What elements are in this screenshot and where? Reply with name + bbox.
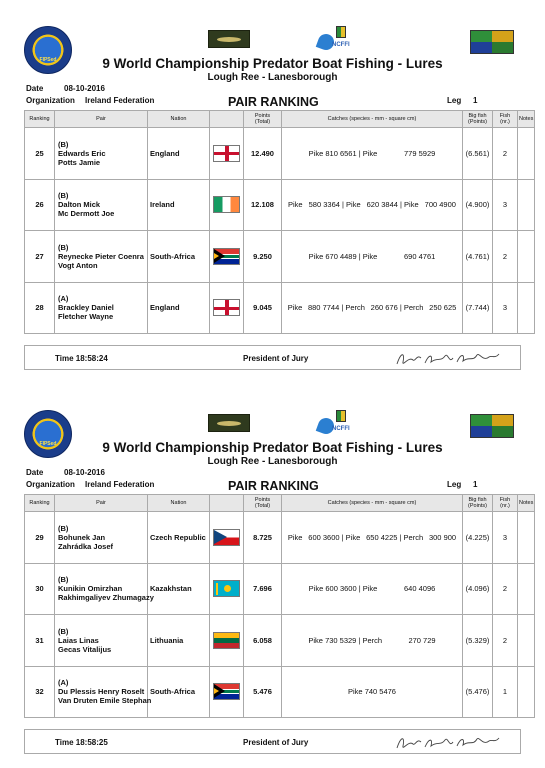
notes-cell bbox=[518, 512, 535, 564]
catches-cell bbox=[282, 231, 463, 283]
col-header-notes: Notes bbox=[518, 495, 535, 512]
fish-count-cell: 2 bbox=[493, 231, 518, 283]
angler-name-2: Mc Dermott Joe bbox=[58, 209, 115, 219]
angler-name-2: Gecas Vitalijus bbox=[58, 644, 112, 654]
table-row bbox=[25, 512, 535, 564]
big-fish-cell: (4.225) bbox=[463, 512, 493, 564]
col-header-points: Points (Total) bbox=[244, 495, 282, 512]
date-label: Date bbox=[26, 84, 44, 93]
rank-cell: 26 bbox=[25, 179, 55, 231]
nation-cell: Kazakhstan bbox=[148, 563, 210, 615]
angler-name-2: Zahrádka Josef bbox=[58, 541, 114, 551]
table-row bbox=[25, 282, 535, 334]
angler-name-1: Bohunek Jan bbox=[58, 532, 106, 542]
ncffi-logo-text: NCFFI bbox=[332, 426, 350, 432]
col-header-fish: Fish (nr.) bbox=[493, 111, 518, 128]
catch-entry: 779 5929 bbox=[404, 148, 436, 158]
nation-flag-icon bbox=[213, 632, 240, 649]
angler-name-2: Rakhimgaliyev Zhumagazy bbox=[58, 593, 154, 603]
col-header-notes: Notes bbox=[518, 111, 535, 128]
pair-cell bbox=[55, 231, 148, 283]
fish-count-cell: 3 bbox=[493, 179, 518, 231]
pair-ranking-table bbox=[24, 494, 535, 718]
nation-flag-icon bbox=[213, 145, 240, 162]
angler-name-1: Du Plessis Henry Roselt bbox=[58, 687, 145, 697]
ranking-title: PAIR RANKING bbox=[228, 479, 319, 493]
pair-category: (B) bbox=[58, 242, 69, 252]
pair-category: (A) bbox=[58, 294, 69, 304]
col-header-pair: Pair bbox=[55, 111, 148, 128]
nation-cell: South-Africa bbox=[148, 666, 210, 718]
table-row bbox=[25, 128, 535, 180]
fips-logo-text: FIPSed bbox=[39, 441, 57, 447]
nation-flag-icon bbox=[213, 683, 240, 700]
col-header-big-fish: Big fish (Points) bbox=[463, 111, 493, 128]
angler-name-2: Vogt Anton bbox=[58, 260, 98, 270]
catches-cell bbox=[282, 282, 463, 334]
nation-flag-icon bbox=[213, 529, 240, 546]
nation-cell: England bbox=[148, 128, 210, 180]
points-cell: 9.250 bbox=[244, 231, 282, 283]
flag-cell bbox=[210, 128, 244, 180]
col-header-pair: Pair bbox=[55, 495, 148, 512]
points-cell: 6.058 bbox=[244, 615, 282, 667]
col-header-ranking: Ranking bbox=[25, 495, 55, 512]
angler-name-1: Edwards Eric bbox=[58, 148, 106, 158]
organization-value: Ireland Federation bbox=[85, 480, 155, 489]
nation-flag-icon bbox=[213, 248, 240, 265]
page-title: 9 World Championship Predator Boat Fishing - Lures bbox=[102, 440, 443, 455]
angler-name-2: Potts Jamie bbox=[58, 157, 101, 167]
pair-category: (B) bbox=[58, 626, 69, 636]
pair-category: (B) bbox=[58, 575, 69, 585]
pair-cell bbox=[55, 179, 148, 231]
rank-cell: 30 bbox=[25, 563, 55, 615]
pair-category: (B) bbox=[58, 191, 69, 201]
leg-label: Leg bbox=[447, 96, 462, 105]
leg-value: 1 bbox=[473, 96, 478, 105]
ncffi-shield-icon bbox=[336, 26, 346, 38]
pair-cell bbox=[55, 563, 154, 615]
leg-label: Leg bbox=[447, 480, 462, 489]
pair-category: (B) bbox=[58, 139, 69, 149]
points-cell: 9.045 bbox=[244, 282, 282, 334]
jury-signature bbox=[393, 732, 503, 754]
points-cell: 12.490 bbox=[244, 128, 282, 180]
angler-name-1: Kunikin Omirzhan bbox=[58, 584, 123, 594]
col-header-catches: Catches (species - mm - square cm) bbox=[282, 495, 463, 512]
fish-count-cell: 2 bbox=[493, 128, 518, 180]
flag-cell bbox=[210, 282, 244, 334]
angler-name-1: Reynecke Pieter Coenra bbox=[58, 251, 144, 261]
rank-cell: 27 bbox=[25, 231, 55, 283]
lough-ree-logo bbox=[208, 30, 250, 48]
big-fish-cell: (4.096) bbox=[463, 563, 493, 615]
page-subtitle: Lough Ree - Lanesborough bbox=[207, 72, 338, 83]
fish-count-cell: 1 bbox=[493, 666, 518, 718]
catches-cell bbox=[282, 512, 463, 564]
provinces-flag-logo bbox=[470, 30, 514, 54]
big-fish-cell: (5.329) bbox=[463, 615, 493, 667]
catch-entry: 640 4096 bbox=[404, 584, 436, 594]
rank-cell: 32 bbox=[25, 666, 55, 718]
ncffi-logo bbox=[318, 410, 354, 436]
pair-ranking-table bbox=[24, 110, 535, 334]
nation-cell: Czech Republic bbox=[148, 512, 210, 564]
fish-count-cell: 3 bbox=[493, 512, 518, 564]
catches-cell bbox=[282, 563, 463, 615]
angler-name-2: Fletcher Wayne bbox=[58, 312, 114, 322]
catch-entry: 690 4761 bbox=[404, 251, 436, 261]
col-header-catches: Catches (species - mm - square cm) bbox=[282, 111, 463, 128]
jury-signature bbox=[393, 348, 503, 370]
flag-cell bbox=[210, 231, 244, 283]
ncffi-logo-text: NCFFI bbox=[332, 42, 350, 48]
notes-cell bbox=[518, 231, 535, 283]
table-row bbox=[25, 231, 535, 283]
table-header-row bbox=[25, 495, 535, 512]
ranking-page-2 bbox=[0, 384, 545, 768]
jury-footer bbox=[24, 729, 521, 754]
organization-label: Organization bbox=[26, 96, 75, 105]
catch-entry: 620 3844 | Pike bbox=[366, 200, 419, 210]
big-fish-cell: (7.744) bbox=[463, 282, 493, 334]
leg-value: 1 bbox=[473, 480, 478, 489]
table-row bbox=[25, 666, 535, 718]
col-header-flag bbox=[210, 111, 244, 128]
notes-cell bbox=[518, 282, 535, 334]
fish-count-cell: 3 bbox=[493, 282, 518, 334]
catch-entry: Pike 730 5329 | Perch bbox=[308, 635, 383, 645]
big-fish-cell: (4.900) bbox=[463, 179, 493, 231]
catches-cell bbox=[282, 666, 463, 718]
notes-cell bbox=[518, 666, 535, 718]
fish-count-cell: 2 bbox=[493, 563, 518, 615]
nation-flag-icon bbox=[213, 196, 240, 213]
catch-entry: 260 676 | Perch bbox=[370, 303, 424, 313]
catches-cell bbox=[282, 128, 463, 180]
catch-entry: 300 900 bbox=[428, 532, 457, 542]
points-cell: 7.696 bbox=[244, 563, 282, 615]
catch-entry: Pike 600 3600 | Pike bbox=[308, 584, 378, 594]
date-value: 08-10-2016 bbox=[64, 84, 105, 93]
catches-cell bbox=[282, 615, 463, 667]
col-header-fish: Fish (nr.) bbox=[493, 495, 518, 512]
pair-cell bbox=[55, 666, 152, 718]
rank-cell: 25 bbox=[25, 128, 55, 180]
date-label: Date bbox=[26, 468, 44, 477]
table-row bbox=[25, 179, 535, 231]
angler-name-2: Van Druten Emile Stephan bbox=[58, 696, 152, 706]
angler-name-1: Laias Linas bbox=[58, 635, 99, 645]
catch-entry: Pike bbox=[287, 532, 303, 542]
footer-time: Time 18:58:24 bbox=[55, 354, 108, 363]
flag-cell bbox=[210, 563, 244, 615]
table-header-row bbox=[25, 111, 535, 128]
points-cell: 5.476 bbox=[244, 666, 282, 718]
ncffi-logo bbox=[318, 26, 354, 52]
pair-category: (B) bbox=[58, 523, 69, 533]
catch-entry: 250 625 bbox=[429, 303, 457, 313]
points-cell: 8.725 bbox=[244, 512, 282, 564]
notes-cell bbox=[518, 128, 535, 180]
catch-entry: 650 4225 | Perch bbox=[366, 532, 424, 542]
catch-entry: Pike 670 4489 | Pike bbox=[308, 251, 378, 261]
notes-cell bbox=[518, 179, 535, 231]
rank-cell: 31 bbox=[25, 615, 55, 667]
footer-time: Time 18:58:25 bbox=[55, 738, 108, 747]
nation-cell: South-Africa bbox=[148, 231, 210, 283]
flag-cell bbox=[210, 512, 244, 564]
flag-cell bbox=[210, 615, 244, 667]
notes-cell bbox=[518, 563, 535, 615]
col-header-points: Points (Total) bbox=[244, 111, 282, 128]
rank-cell: 28 bbox=[25, 282, 55, 334]
catch-entry: 880 7744 | Perch bbox=[307, 303, 365, 313]
pair-cell bbox=[55, 512, 148, 564]
date-value: 08-10-2016 bbox=[64, 468, 105, 477]
col-header-nation: Nation bbox=[148, 111, 210, 128]
notes-cell bbox=[518, 615, 535, 667]
angler-name-1: Dalton Mick bbox=[58, 200, 101, 210]
president-of-jury-label: President of Jury bbox=[243, 354, 309, 363]
pair-cell bbox=[55, 615, 148, 667]
jury-footer bbox=[24, 345, 521, 370]
col-header-big-fish: Big fish (Points) bbox=[463, 495, 493, 512]
organization-value: Ireland Federation bbox=[85, 96, 155, 105]
col-header-flag bbox=[210, 495, 244, 512]
big-fish-cell: (4.761) bbox=[463, 231, 493, 283]
catch-entry: Pike 740 5476 bbox=[348, 687, 396, 697]
flag-cell bbox=[210, 179, 244, 231]
page-title: 9 World Championship Predator Boat Fishing - Lures bbox=[102, 56, 443, 71]
pair-category: (A) bbox=[58, 678, 69, 688]
catch-entry: Pike bbox=[287, 303, 303, 313]
catch-entry: Pike bbox=[288, 200, 303, 210]
table-row bbox=[25, 563, 535, 615]
col-header-ranking: Ranking bbox=[25, 111, 55, 128]
ncffi-shield-icon bbox=[336, 410, 346, 422]
catch-entry: Pike 810 6561 | Pike bbox=[308, 148, 378, 158]
big-fish-cell: (6.561) bbox=[463, 128, 493, 180]
pair-cell bbox=[55, 128, 148, 180]
catch-entry: 580 3364 | Pike bbox=[308, 200, 361, 210]
rank-cell: 29 bbox=[25, 512, 55, 564]
president-of-jury-label: President of Jury bbox=[243, 738, 309, 747]
col-header-nation: Nation bbox=[148, 495, 210, 512]
catch-entry: 270 729 bbox=[408, 635, 436, 645]
page-subtitle: Lough Ree - Lanesborough bbox=[207, 456, 338, 467]
nation-flag-icon bbox=[213, 580, 240, 597]
nation-cell: Ireland bbox=[148, 179, 210, 231]
fish-count-cell: 2 bbox=[493, 615, 518, 667]
provinces-flag-logo bbox=[470, 414, 514, 438]
lough-ree-logo bbox=[208, 414, 250, 432]
fips-logo-text: FIPSed bbox=[39, 57, 57, 63]
points-cell: 12.108 bbox=[244, 179, 282, 231]
pair-cell bbox=[55, 282, 148, 334]
flag-cell bbox=[210, 666, 244, 718]
angler-name-1: Brackley Daniel bbox=[58, 303, 114, 313]
nation-flag-icon bbox=[213, 299, 240, 316]
organization-label: Organization bbox=[26, 480, 75, 489]
big-fish-cell: (5.476) bbox=[463, 666, 493, 718]
table-row bbox=[25, 615, 535, 667]
ranking-title: PAIR RANKING bbox=[228, 95, 319, 109]
nation-cell: Lithuania bbox=[148, 615, 210, 667]
catch-entry: 600 3600 | Pike bbox=[308, 532, 361, 542]
catches-cell bbox=[282, 179, 463, 231]
nation-cell: England bbox=[148, 282, 210, 334]
catch-entry: 700 4900 bbox=[424, 200, 456, 210]
